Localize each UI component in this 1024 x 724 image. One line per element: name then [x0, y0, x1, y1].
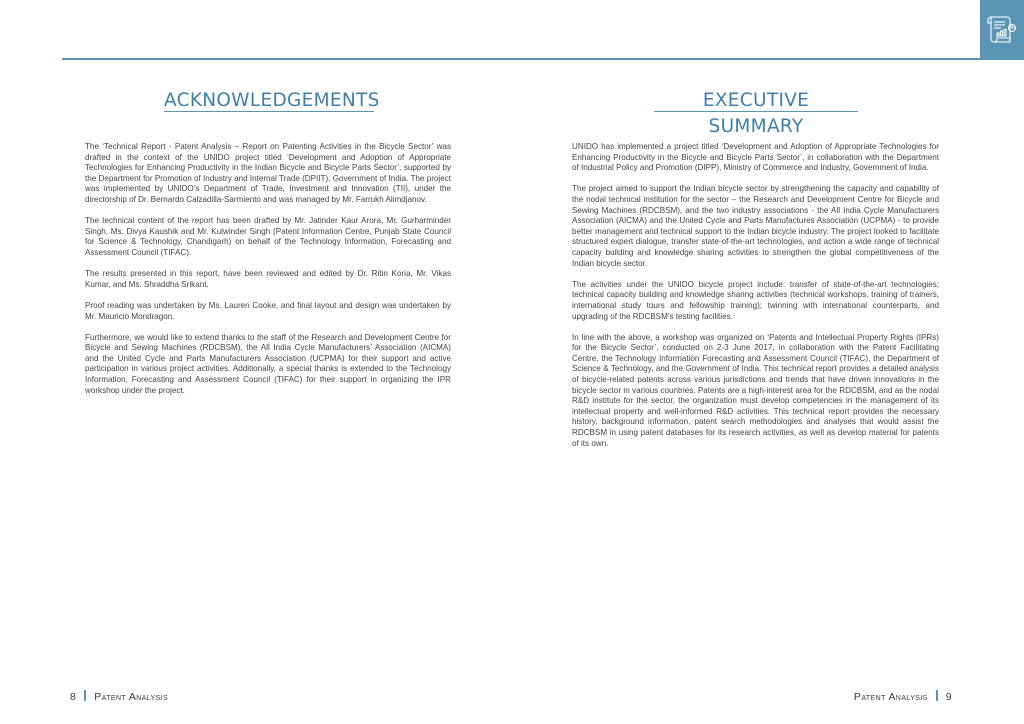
page-number-right: 9	[945, 691, 952, 703]
acknowledgements-paragraph: Proof reading was undertaken by Ms. Lauren Cooke, and final layout and design was undertaken by Mr. Mauricio Mondragon.	[85, 300, 451, 321]
acknowledgements-paragraph: The results presented in this report, have been reviewed and edited by Dr. Ritin Koria, Mr. Vikas Kumar, and Ms. Shraddha Srikant.	[85, 269, 451, 289]
executive-summary-paragraph: UNIDO has implemented a project titled ‘Development and Adoption of Appropriate Technologies for Enhancing Productivity in the Bicycle and Bicycle Parts Sector’, in collaboration with the Department of Industrial Policy and Promotion (DIPP), Ministry of Commerce and Industry, Government of India.	[572, 142, 939, 173]
footer-title-right: Patent Analysis	[853, 691, 928, 703]
executive-summary-heading: EXECUTIVE SUMMARY	[702, 90, 810, 137]
corner-tab	[980, 0, 1024, 60]
acknowledgements-paragraph: The ‘Technical Report - Patent Analysis – Report on Patenting Activities in the Bicycle Sector’ was drafted in the context of the UNIDO project titled ‘Development and Adoption of Appropriate Technologies for Enhancing Productivity in the Indian Bicycle and Bicycle Parts Sector’, supported by the Department for Promotion of Industry and Internal Trade (DPIIT), Government of India. The project was implemented by UNIDO’s Department of Trade, Investment and Innovation (TII), under the directorship of Dr. Bernardo Calzadilla-Sarmiento and was managed by Mr. Farrukh Alimdjanov.	[85, 142, 451, 204]
acknowledgements-paragraph: Furthermore, we would like to extend thanks to the staff of the Research and Development Centre for Bicycle and Sewing Machines (RDCBSM), the All India Cycle Manufacturers’ Association (AICMA) and the United Cycle and Parts Manufacturers Association (UCPMA) for their support and active participation in various project activities. Additionally, a special thanks is extended to the Technology Information, Forecasting and Assessment Council (TIFAC) for their support in organizing the IPR workshop under the project.	[85, 332, 451, 395]
patent-document-chart-icon	[987, 14, 1017, 46]
executive-summary-paragraph: In line with the above, a workshop was organized on ‘Patents and Intellectual Property Rights (IPRs) for the Bicycle Sector’, conducted on 2-3 June 2017, in collaboration with the Patent Facilitating Centre, the Technology Information Forecasting and Assessment Council (TIFAC), the Department of Science & Technology, and the Government of India. This technical report provides a detailed analysis of bicycle-related patents across various jurisdictions and trends that have driven innovations in the bicycle sector in various countries. Patents are a high-interest area for the RDCBSM, and as the nodal R&D institute for the sector, the organization must develop competencies in the management of its intellectual property and well-informed R&D activities. This technical report provides the necessary history, background information, patent search methodologies and analyses that would assist the RDCBSM in using patent databases for its research activities, as well as develop material for patents of its own.	[572, 332, 939, 448]
page-number-left: 8	[70, 691, 77, 703]
executive-summary-paragraph: The activities under the UNIDO bicycle project include: transfer of state-of-the-art technologies; technical capacity building and knowledge sharing activities (technical workshops, training of trainers, international study tours and fellowship training); twinning with international counterparts, and upgrading of the RDCBSM’s testing facilities.	[572, 279, 939, 321]
executive-summary-body	[572, 142, 939, 460]
footer-divider	[936, 690, 938, 701]
executive-summary-heading-underline	[654, 111, 858, 112]
executive-summary-paragraph: The project aimed to support the Indian bicycle sector by strengthening the capacity and capability of the nodal technical institution for the sector – the Research and Development Centre for Bicycle and Sewing Machines (RDCBSM), and the two industry associations - the All India Cycle Manufacturers Association (AICMA) and the United Cycle and Parts Manufactures Association (UCPMA) - to provide better management and technical support to the Indian bicycle industry. The project looked to facilitate structured expert dialogue, transfer state-of-the-art technologies, and action a wide range of technical capacity building and knowledge sharing activities to strengthen the global competitiveness of the Indian bicycle sector.	[572, 184, 939, 268]
left-page-footer	[70, 690, 168, 704]
footer-divider	[84, 690, 86, 701]
top-rule	[62, 58, 980, 60]
acknowledgements-paragraph: The technical content of the report has been drafted by Mr. Jatinder Kaur Arora, Mr. Gurharminder Singh, Ms. Divya Kaushik and Mr. Kulwinder Singh (Patent Information Centre, Punjab State Council for Science & Technology, Chandigarh) on behalf of the Technology Information, Forecasting and Assessment Council (TIFAC).	[85, 216, 451, 257]
right-page-footer	[854, 690, 952, 704]
acknowledgements-heading: ACKNOWLEDGEMENTS	[164, 90, 380, 111]
footer-title-left: Patent Analysis	[94, 691, 169, 703]
acknowledgements-heading-underline	[164, 111, 374, 112]
acknowledgements-body	[85, 142, 451, 407]
